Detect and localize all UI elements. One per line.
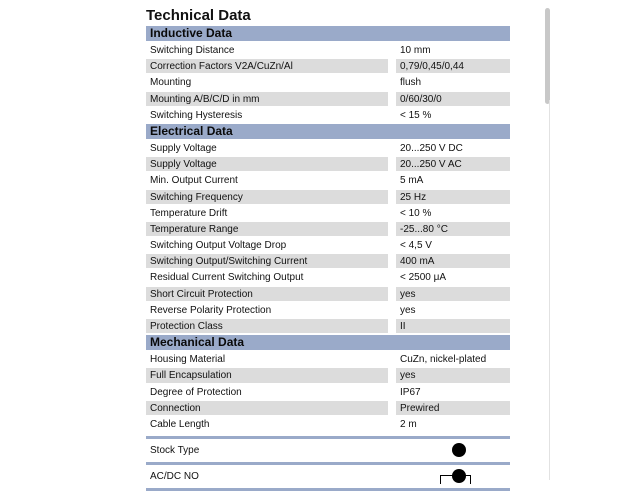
table-row: [146, 190, 510, 206]
row-label: Switching Distance: [150, 45, 235, 56]
flag-label: Stock Type: [150, 445, 200, 457]
row-value: Prewired: [396, 401, 510, 415]
flag-label: AC/DC NO: [150, 471, 199, 483]
row-label: Mounting A/B/C/D in mm: [146, 92, 388, 106]
section-divider: [146, 436, 510, 439]
row-label: Temperature Range: [146, 222, 388, 236]
row-label: Switching Frequency: [146, 190, 388, 204]
row-value: yes: [396, 287, 510, 301]
table-row: [146, 401, 510, 417]
row-value: -25...80 °C: [396, 222, 510, 236]
technical-data-document: [146, 6, 510, 494]
row-label: Switching Hysteresis: [150, 109, 243, 121]
table-row: [146, 141, 510, 157]
row-value: 25 Hz: [396, 190, 510, 204]
table-row: [146, 157, 510, 173]
section-divider: [146, 488, 510, 491]
row-value: < 4,5 V: [400, 240, 432, 252]
table-row: [146, 287, 510, 303]
table-row: [146, 59, 510, 75]
electrical-table: [146, 141, 510, 335]
row-value: flush: [400, 77, 422, 89]
row-label: Short Circuit Protection: [146, 287, 388, 301]
table-row: [146, 238, 510, 254]
section-divider: [146, 462, 510, 465]
row-value: 0,79/0,45/0,44: [396, 59, 510, 73]
table-row: [146, 352, 510, 368]
row-value: II: [396, 319, 510, 333]
row-label: Full Encapsulation: [146, 368, 388, 382]
row-value: 5 mA: [400, 175, 424, 187]
mechanical-table: [146, 352, 510, 433]
page-title: Technical Data: [146, 7, 251, 24]
row-label: Supply Voltage: [150, 142, 217, 154]
scrollbar-thumb[interactable]: [545, 8, 550, 104]
filled-circle-icon: [452, 443, 466, 457]
section-header-inductive: Inductive Data: [146, 26, 510, 41]
row-label: Correction Factors V2A/CuZn/Al: [146, 59, 388, 73]
row-label: Supply Voltage: [146, 157, 388, 171]
row-label: Reverse Polarity Protection: [150, 304, 272, 316]
row-label: Mounting: [150, 77, 192, 89]
row-value: 20...250 V DC: [400, 142, 463, 154]
row-value: 10 mm: [400, 45, 431, 56]
row-label: Temperature Drift: [150, 207, 228, 219]
row-value: 400 mA: [396, 254, 510, 268]
row-value: < 10 %: [400, 207, 432, 219]
row-value: 20...250 V AC: [396, 157, 510, 171]
table-row: [146, 92, 510, 108]
table-row: [146, 270, 510, 286]
row-value: yes: [400, 304, 416, 316]
table-row: [146, 368, 510, 384]
row-label: Housing Material: [150, 354, 226, 366]
row-label: Switching Output Voltage Drop: [150, 240, 287, 252]
page-edge-divider: [549, 100, 550, 480]
row-value: IP67: [400, 386, 421, 398]
row-value: 0/60/30/0: [396, 92, 510, 106]
table-row: [146, 319, 510, 335]
flag-value: [396, 442, 510, 459]
row-label: Min. Output Current: [150, 175, 238, 187]
table-row: [146, 75, 510, 91]
row-label: Connection: [146, 401, 388, 415]
section-header-electrical: Electrical Data: [146, 124, 510, 139]
row-label: Degree of Protection: [150, 386, 242, 398]
inductive-table: [146, 43, 510, 124]
row-label: Cable Length: [150, 418, 210, 430]
row-value: < 2500 μA: [400, 272, 447, 284]
table-row: [146, 43, 510, 59]
row-value: yes: [396, 368, 510, 382]
flag-row-stock-type: [146, 442, 510, 459]
row-value: CuZn, nickel-plated: [400, 354, 487, 366]
table-row: [146, 173, 510, 189]
row-label: Switching Output/Switching Current: [146, 254, 388, 268]
row-label: Residual Current Switching Output: [150, 272, 304, 284]
row-label: Protection Class: [146, 319, 388, 333]
table-row: [146, 206, 510, 222]
table-row: [146, 417, 510, 433]
table-row: [146, 222, 510, 238]
table-row: [146, 254, 510, 270]
table-row: [146, 385, 510, 401]
row-value: < 15 %: [400, 109, 432, 121]
row-value: 2 m: [400, 418, 417, 430]
table-row: [146, 108, 510, 124]
table-row: [146, 303, 510, 319]
section-header-mechanical: Mechanical Data: [146, 335, 510, 350]
